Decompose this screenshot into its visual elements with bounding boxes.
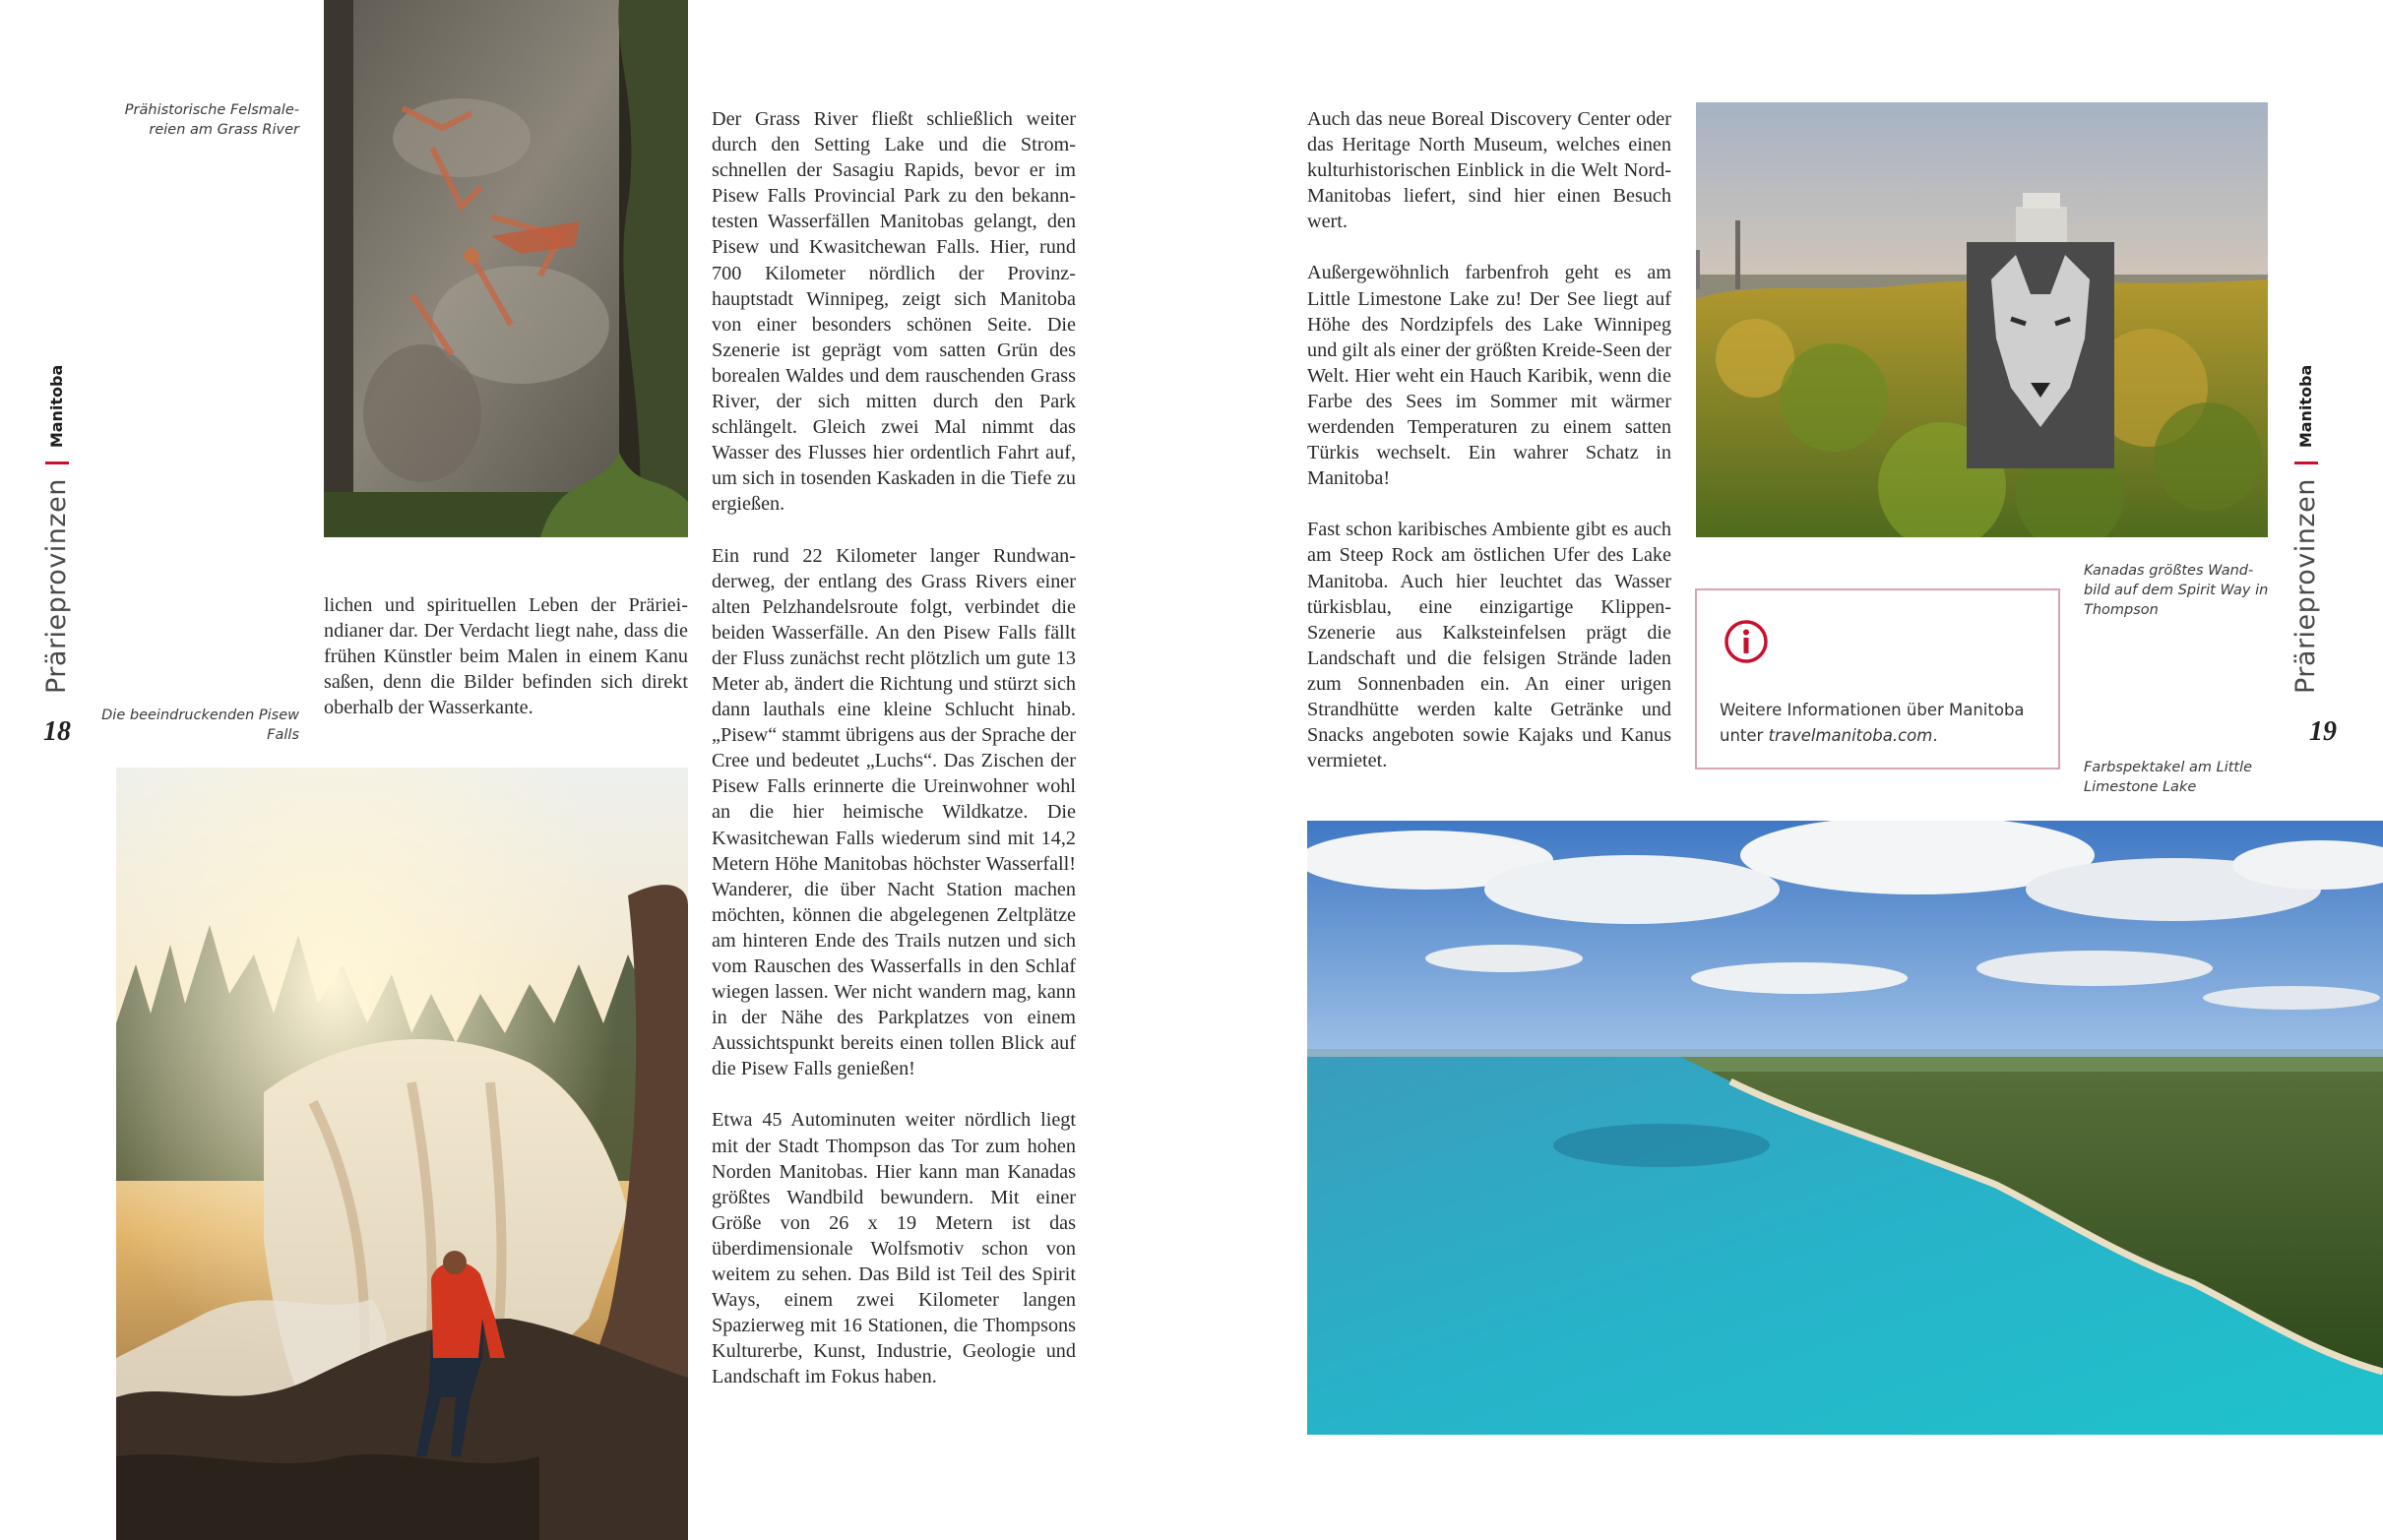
page-number-right: 19 [2309,716,2337,747]
column2-text [712,106,1076,1390]
limestone-lake-photo [1307,821,2383,1435]
wolf-mural-photo [1696,102,2268,537]
region-label: Manitoba [47,364,66,449]
rock-art-photo [324,0,688,537]
region-label: Manitoba [2296,364,2315,449]
caption-wall-mural: Kanadas größtes Wand-bild auf dem Spirit Way in Thompson [2084,563,2269,618]
info-text-suffix: . [1932,726,1938,745]
info-text-prefix: Weitere Informationen über Manitoba unter [1720,701,2025,745]
section-separator [45,462,69,464]
column3-text [1307,106,1671,773]
info-link[interactable]: travelmanitoba.com [1768,726,1933,745]
section-title: Prärieprovinzen [41,478,72,694]
info-icon [1724,619,1769,664]
caption-limestone-lake: Farbspektakel am Little Limestone Lake [2084,760,2253,795]
info-text [1720,698,2038,749]
side-tab-left [41,365,72,694]
paragraph: lichen und spirituellen Leben der Prärieindianer dar. Der Verdacht liegt nahe, dass die frühen Künstler beim Malen in einem Kanu saßen, denn die Bilder befinden sich direkt oberhalb der Wasserkante. [324,594,688,719]
section-separator [2294,462,2318,464]
pisew-falls-photo [116,768,688,1540]
paragraph: Ein rund 22 Kilometer langer Rundwanderweg, der entlang des Grass Rivers einer alten Pelzhandelsroute folgt, verbindet die beiden Wasserfälle. An den Pisew Falls fällt der Fluss zunächst recht plötzlich um gute 13 Meter ab, ändert die Richtung und stürzt sich dann lauthals eine kleine Schlucht hinab. „Pisew“ stammt übrigens aus der Sprache der Cree und bedeutet „Luchs“. Das Zischen der Pisew Falls erinnerte die Ureinwohner wohl an die hier heimische Wildkatze. Die Kwasitchewan Falls wiederum sind mit 14,2 Metern Höhe Manitobas höchster Wasserfall! Wanderer, die über Nacht Station machen möchten, können die abgelegenen Zeltplätze am hinteren Ende des Trails nutzen und sich vom Rauschen des Wasserfalls in den Schlaf wiegen lassen. Wer nicht wandern mag, kann in der Nähe des Parkplatzes von einem Aussichtspunkt bereits einen tollen Blick auf die Pisew Falls genießen! [712,544,1076,1080]
paragraph: Etwa 45 Autominuten weiter nördlich liegt mit der Stadt Thompson das Tor zum hohen Norden Manitobas. Hier kann man Kanadas größtes Wandbild bewundern. Mit einer Größe von 26 x 19 Metern ist das überdimensionale Wolfsmotiv schon von weitem zu sehen. Das Bild ist Teil des Spirit Ways, einem zwei Kilometer langen Spazierweg mit 16 Stationen, die Thompsons Kulturerbe, Kunst, Industrie, Geologie und Landschaft im Fokus haben. [712,1109,1076,1388]
caption-pisew-falls: Die beeindruckenden Pisew Falls [101,708,299,743]
column1-text [324,592,688,720]
section-title: Prärieprovinzen [2290,478,2321,694]
paragraph: Außergewöhnlich farbenfroh geht es am Little Limestone Lake zu! Der See liegt auf Höhe des Nordzipfels des Lake Winnipeg und gilt als einer der größten Kreide-Seen der Welt. Hier weht ein Hauch Karibik, wenn die Farbe des Sees im Sommer mit wärmer werdenden Temperaturen zu einem satten Türkis wechselt. Ein wahrer Schatz in Manitoba! [1307,262,1671,490]
paragraph: Der Grass River fließt schließlich weiter durch den Setting Lake und die Stromschnellen der Sasagiu Rapids, bevor er im Pisew Falls Provincial Park zu den bekanntesten Wasserfällen Manitobas gelangt, den Pisew und Kwasitchewan Falls. Hier, rund 700 Kilometer nördlich der Provinzhauptstadt Winnipeg, zeigt sich Manitoba von einer besonders schönen Seite. Die Szenerie ist geprägt vom satten Grün des borealen Waldes und dem rauschenden Grass River, der sich mitten durch den Park schlängelt. Gleich zwei Mal nimmt das Wasser des Flusses hier ordentlich Fahrt auf, um sich in tosenden Kaskaden in die Tiefe zu ergießen. [712,108,1076,516]
caption-rock-art: Prähistorische Felsmale-reien am Grass River [124,102,299,138]
info-box [1695,588,2060,770]
side-tab-right [2290,365,2321,694]
paragraph: Auch das neue Boreal Discovery Center oder das Heritage North Museum, welches einen kulturhistorischen Einblick in die Welt Nord-Manitobas liefert, sind hier einen Besuch wert. [1307,108,1671,233]
paragraph: Fast schon karibisches Ambiente gibt es auch am Steep Rock am östlichen Ufer des Lake Manitoba. Auch hier leuchtet das Wasser türkisblau, eine einzigartige Klippen-Szenerie aus Kalksteinfelsen prägt die Landschaft und die felsigen Strände laden zum Sonnenbaden ein. An einer urigen Strandhütte werden kalte Getränke und Snacks angeboten sowie Kajaks und Kanus vermietet. [1307,519,1671,772]
page-number-left: 18 [43,716,71,747]
